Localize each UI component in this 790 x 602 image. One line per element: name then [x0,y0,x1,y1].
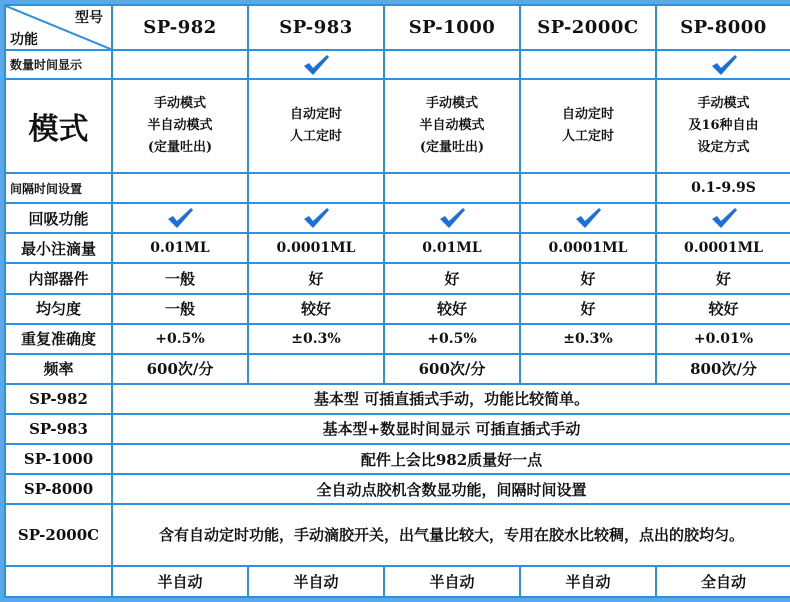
check-cell [657,204,790,232]
row-desc-sp983 [6,415,790,443]
check-cell [385,51,519,78]
desc-text: 基本型 可插直插式手动，功能比较简单。 [113,385,790,413]
checkmark-icon [301,53,331,77]
row-internals [6,264,790,292]
value-cell: 较好 [657,295,790,323]
value-cell: 0.0001ML [521,234,655,262]
mode-line: 人工定时 [561,129,614,145]
check-cell [249,204,383,232]
row-mode [6,80,790,172]
check-cell [521,204,655,232]
row-min-volume [6,234,790,262]
mode-line: 手动模式 [425,96,478,112]
mode-cell [249,80,383,172]
value-cell: 0.01ML [385,234,519,262]
row-desc-sp8000 [6,475,790,503]
value-cell: 一般 [113,295,247,323]
desc-model-label: SP-1000 [6,445,111,473]
spec-table [4,4,790,598]
value-cell: 0.0001ML [657,234,790,262]
check-cell [385,204,519,232]
desc-text: 基本型+数显时间显示 可插直插式手动 [113,415,790,443]
checkmark-icon [709,206,739,230]
check-cell [113,51,247,78]
corner-function-label: 功能 [10,32,38,49]
mode-line: 自动定时 [561,107,614,123]
value-cell: 较好 [249,295,383,323]
value-cell: 600次/分 [385,355,519,383]
check-cell [521,51,655,78]
value-cell: +0.5% [113,325,247,353]
row-label: 重复准确度 [6,325,111,353]
row-interval [6,174,790,202]
mode-line: 及16种自由 [688,118,759,134]
automation-cell: 半自动 [249,567,383,596]
row-label: 间隔时间设置 [6,174,111,202]
mode-line: 人工定时 [289,129,342,145]
row-desc-sp1000 [6,445,790,473]
value-cell [113,174,247,202]
row-label: 最小注滴量 [6,234,111,262]
mode-line: (定量吐出) [147,140,213,156]
desc-text: 含有自动定时功能，手动滴胶开关，出气量比较大，专用在胶水比较稠，点出的胶均匀。 [113,505,790,564]
mode-line: 手动模式 [697,96,750,112]
value-cell: 好 [385,264,519,292]
mode-line: 半自动模式 [147,118,213,134]
desc-model-label: SP-982 [6,385,111,413]
value-cell: 较好 [385,295,519,323]
value-cell: 好 [521,295,655,323]
automation-cell: 半自动 [521,567,655,596]
row-desc-sp2000c [6,505,790,564]
desc-text: 配件上会比982质量好一点 [113,445,790,473]
model-header: SP-8000 [657,6,790,49]
check-cell [113,204,247,232]
row-precision [6,325,790,353]
desc-model-label: SP-8000 [6,475,111,503]
header-row [6,6,790,49]
value-cell [385,174,519,202]
automation-cell: 全自动 [657,567,790,596]
check-cell [657,51,790,78]
value-cell: 好 [657,264,790,292]
value-cell: 好 [521,264,655,292]
row-label: 数量时间显示 [6,51,111,78]
checkmark-icon [301,206,331,230]
value-cell: 0.01ML [113,234,247,262]
corner-cell [6,6,111,49]
model-header: SP-1000 [385,6,519,49]
value-cell: +0.01% [657,325,790,353]
row-label: 频率 [6,355,111,383]
value-cell: ±0.3% [249,325,383,353]
mode-line: (定量吐出) [419,140,485,156]
value-cell [249,174,383,202]
row-frequency [6,355,790,383]
value-cell: 800次/分 [657,355,790,383]
mode-line: 自动定时 [289,107,342,123]
row-label: 模式 [6,80,111,172]
row-display [6,51,790,78]
checkmark-icon [573,206,603,230]
mode-line: 设定方式 [697,140,750,156]
mode-cell [113,80,247,172]
desc-model-label: SP-983 [6,415,111,443]
model-header: SP-2000C [521,6,655,49]
automation-cell: 半自动 [385,567,519,596]
desc-text: 全自动点胶机含数显功能，间隔时间设置 [113,475,790,503]
model-header: SP-983 [249,6,383,49]
checkmark-icon [709,53,739,77]
value-cell: ±0.3% [521,325,655,353]
value-cell: 0.1-9.9S [657,174,790,202]
value-cell: 0.0001ML [249,234,383,262]
row-desc-sp982 [6,385,790,413]
row-automation [6,567,790,596]
value-cell: +0.5% [385,325,519,353]
mode-cell [385,80,519,172]
row-label: 回吸功能 [6,204,111,232]
checkmark-icon [437,206,467,230]
checkmark-icon [165,206,195,230]
empty-cell [6,567,111,596]
value-cell: 好 [249,264,383,292]
row-suckback [6,204,790,232]
mode-line: 手动模式 [153,96,206,112]
value-cell [249,355,383,383]
check-cell [249,51,383,78]
desc-model-label: SP-2000C [6,505,111,564]
row-label: 内部器件 [6,264,111,292]
row-uniformity [6,295,790,323]
corner-model-label: 型号 [75,10,103,26]
mode-line: 半自动模式 [419,118,485,134]
model-header: SP-982 [113,6,247,49]
row-label: 均匀度 [6,295,111,323]
mode-cell [657,80,790,172]
value-cell [521,355,655,383]
value-cell [521,174,655,202]
value-cell: 600次/分 [113,355,247,383]
automation-cell: 半自动 [113,567,247,596]
mode-cell [521,80,655,172]
value-cell: 一般 [113,264,247,292]
